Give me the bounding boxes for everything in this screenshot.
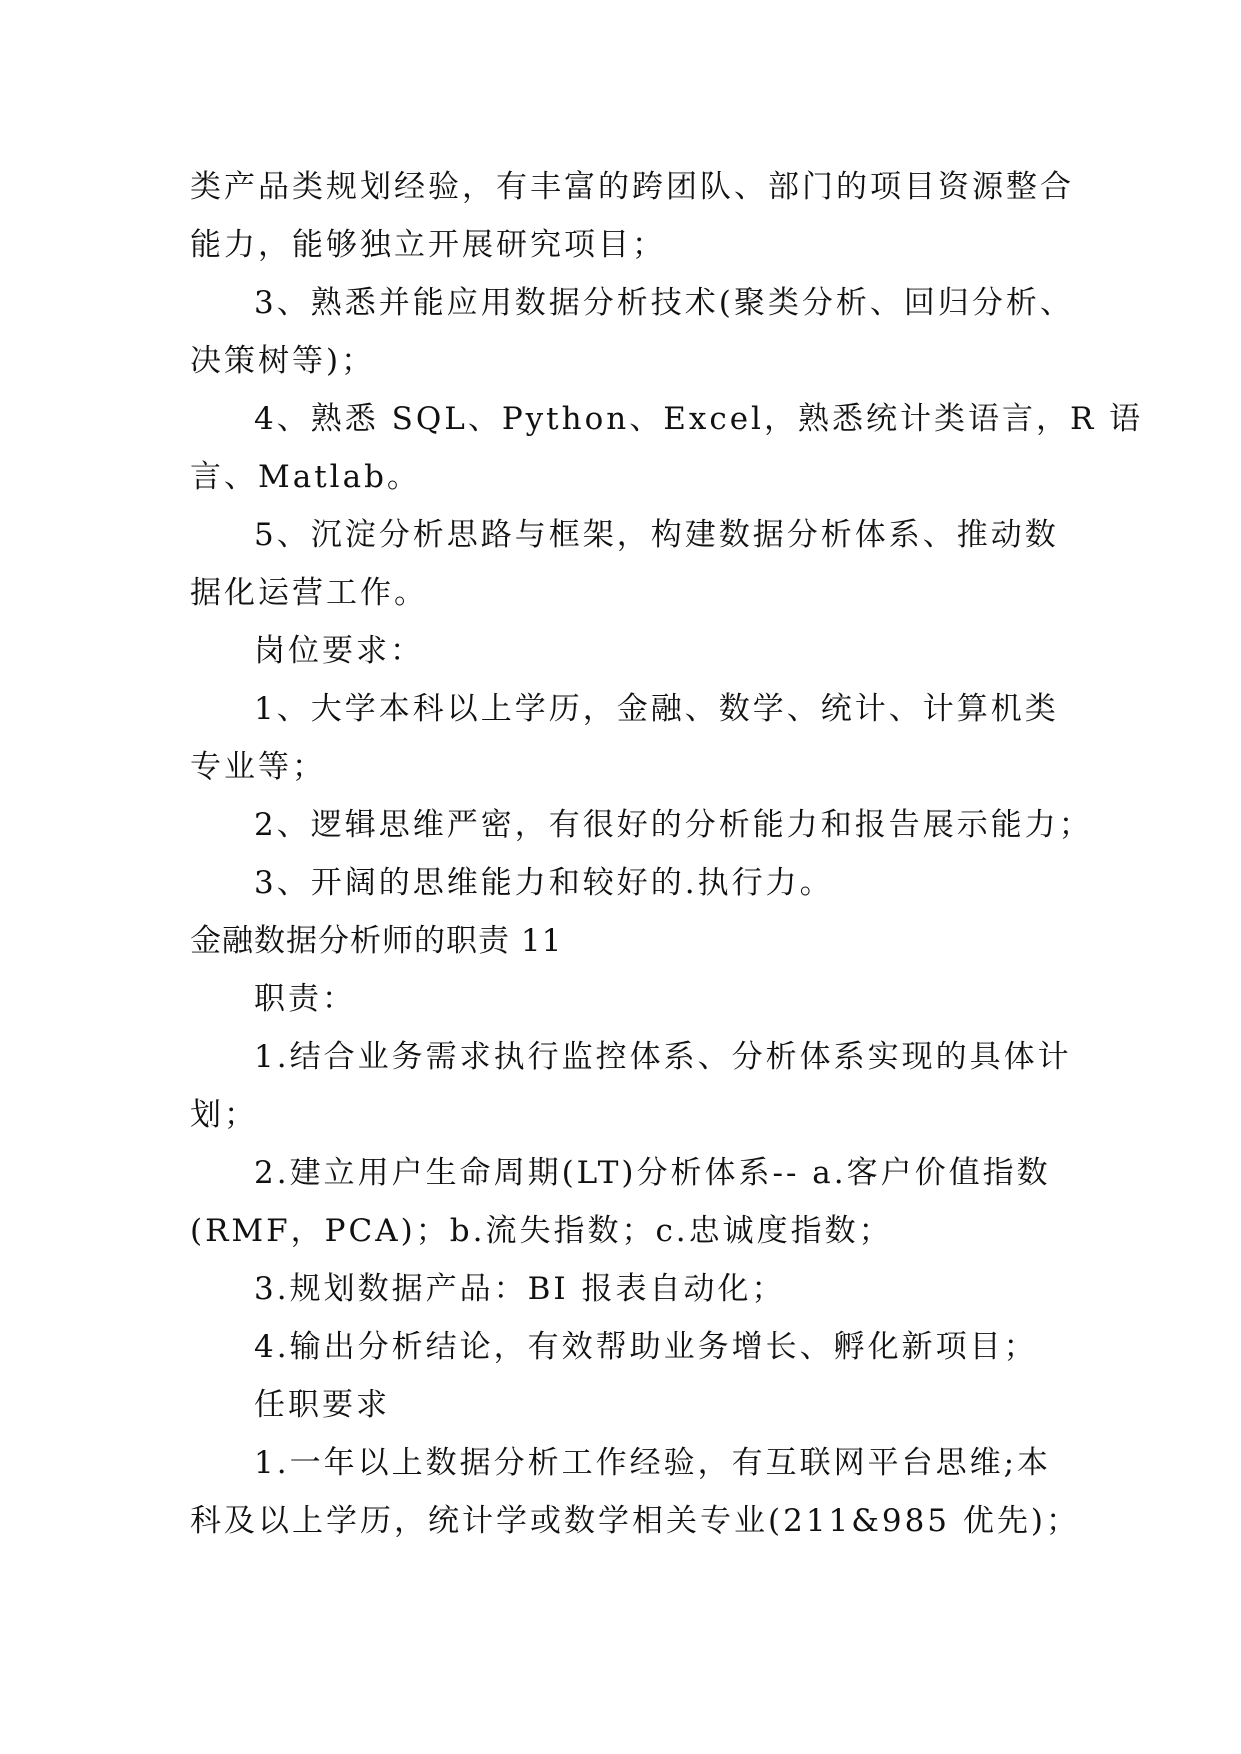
section-label: 岗位要求： [254,633,424,669]
text-line: (RMF，PCA)；b.流失指数；c.忠诚度指数； [190,1213,893,1249]
text-line: 4.输出分析结论，有效帮助业务增长、孵化新项目； [254,1329,1038,1365]
text-line: 3、熟悉并能应用数据分析技术(聚类分析、回归分析、 [254,285,1074,321]
text-line: 能力，能够独立开展研究项目； [190,227,666,263]
text-line: 1.一年以上数据分析工作经验，有互联网平台思维;本 [254,1445,1052,1481]
text-line: 科及以上学历，统计学或数学相关专业(211&985 优先)； [190,1503,1080,1539]
text-line: 3、开阔的思维能力和较好的.执行力。 [254,865,834,901]
text-line: 划； [190,1097,258,1133]
text-line: 1.结合业务需求执行监控体系、分析体系实现的具体计 [254,1039,1072,1075]
text-line: 决策树等)； [190,343,376,379]
section-label: 职责： [254,981,356,1017]
text-line: 3.规划数据产品：BI 报表自动化； [254,1271,786,1307]
section-heading: 金融数据分析师的职责 11 [190,923,563,959]
text-line: 5、沉淀分析思路与框架，构建数据分析体系、推动数 [254,517,1059,553]
text-line: 言、Matlab。 [190,459,421,495]
document-body [190,158,1144,1550]
text-line: 1、大学本科以上学历，金融、数学、统计、计算机类 [254,691,1059,727]
text-line: 2、逻辑思维严密，有很好的分析能力和报告展示能力； [254,807,1093,843]
text-line: 类产品类规划经验，有丰富的跨团队、部门的项目资源整合 [190,169,1074,205]
text-line: 专业等； [190,749,326,785]
text-line: 据化运营工作。 [190,575,428,611]
text-line: 2.建立用户生命周期(LT)分析体系-- a.客户价值指数 [254,1155,1051,1191]
text-line: 4、熟悉 SQL、Python、Excel，熟悉统计类语言，R 语 [254,401,1144,437]
section-label: 任职要求 [254,1387,390,1423]
